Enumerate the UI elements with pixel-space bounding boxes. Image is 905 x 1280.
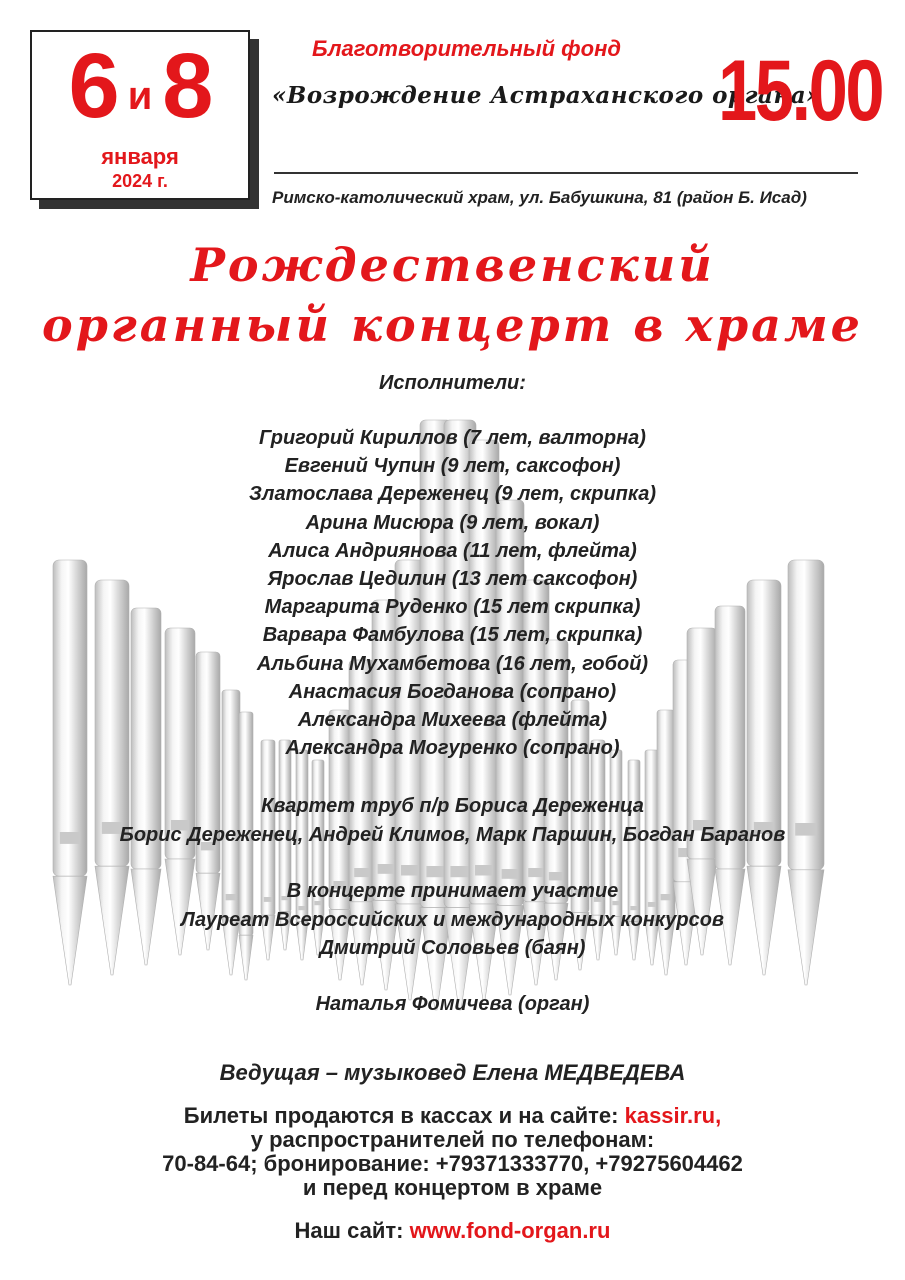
- website-label: Наш сайт:: [294, 1218, 410, 1243]
- tickets-line-1: [0, 1104, 905, 1128]
- performer: Александра Могуренко (сопрано): [285, 737, 620, 760]
- performer: Златослава Дереженец (9 лет, скрипка): [248, 483, 657, 506]
- tickets-line-4: и перед концертом в храме: [302, 1175, 603, 1200]
- organ-pipe-mouth: [426, 866, 445, 877]
- quartet-title: Квартет труб п/р Бориса Дереженца: [261, 795, 644, 817]
- guest-title: Лауреат Всероссийских и международных конкурсов: [180, 908, 725, 931]
- host: Ведущая – музыковед Елена МЕДВЕДЕВА: [219, 1060, 686, 1085]
- guest-block: [0, 877, 905, 963]
- organ-pipe-mouth: [401, 865, 419, 876]
- performer: Анастасия Богданова (сопрано): [288, 680, 617, 703]
- day-2: 8: [162, 35, 212, 137]
- kassir-link[interactable]: kassir.ru,: [624, 1103, 722, 1128]
- guest-intro: В концерте принимает участие: [286, 880, 619, 902]
- performer: Григорий Кириллов (7 лет, валторна): [259, 427, 646, 449]
- concert-dates: [32, 35, 248, 137]
- performers-list: [0, 424, 905, 762]
- organ-pipe-mouth: [475, 865, 493, 876]
- quartet-members: Борис Дереженец, Андрей Климов, Марк Паршин, Богдан Баранов: [119, 823, 786, 846]
- performers-heading: Исполнители:: [379, 372, 526, 394]
- concert-title-line-2: органный концерт в храме: [42, 298, 863, 352]
- organ-pipe-mouth: [354, 868, 370, 877]
- performer: Маргарита Руденко (15 лет скрипка): [264, 596, 641, 619]
- tickets-phones: 70-84-64; бронирование: +79371333770, +79275604462: [162, 1151, 743, 1176]
- performer: Ярослав Цедилин (13 лет саксофон): [267, 568, 638, 591]
- quartet-block: [0, 792, 905, 849]
- performer: Евгений Чупин (9 лет, саксофон): [284, 455, 621, 478]
- performer: Алиса Андриянова (11 лет, флейта): [268, 539, 637, 562]
- concert-time: 15.00: [718, 43, 883, 139]
- organist: Наталья Фомичева (орган): [315, 993, 590, 1015]
- tickets-info: [0, 1104, 905, 1200]
- performer: Арина Мисюра (9 лет, вокал): [305, 511, 600, 534]
- foundation-label: Благотворительный фонд: [312, 36, 621, 61]
- concert-title-line-1: Рождественский: [190, 238, 715, 292]
- tickets-line-2: у распространителей по телефонам:: [250, 1127, 655, 1152]
- website-link[interactable]: www.fond-organ.ru: [409, 1218, 611, 1243]
- venue-address: Римско-католический храм, ул. Бабушкина, 81 (район Б. Исад): [272, 188, 807, 207]
- organ-pipe-mouth: [528, 868, 544, 877]
- date-box: [30, 30, 250, 200]
- performer: Александра Михеева (флейта): [297, 709, 608, 732]
- header-divider: [274, 172, 858, 174]
- year: 2024 г.: [112, 171, 168, 191]
- day-1: 6: [68, 35, 118, 137]
- website-line: [0, 1218, 905, 1244]
- month: января: [101, 144, 179, 169]
- organ-pipe-mouth: [378, 864, 395, 874]
- organ-pipe-mouth: [450, 866, 469, 877]
- guest-name: Дмитрий Соловьев (баян): [319, 937, 586, 959]
- performer: Варвара Фамбулова (15 лет, скрипка): [262, 624, 643, 647]
- foundation-name: «Возрождение Астраханского органа»: [272, 82, 821, 109]
- and-word: и: [127, 74, 153, 118]
- performer: Альбина Мухамбетова (16 лет, гобой): [256, 652, 649, 675]
- tickets-text: Билеты продаются в кассах и на сайте:: [183, 1103, 625, 1128]
